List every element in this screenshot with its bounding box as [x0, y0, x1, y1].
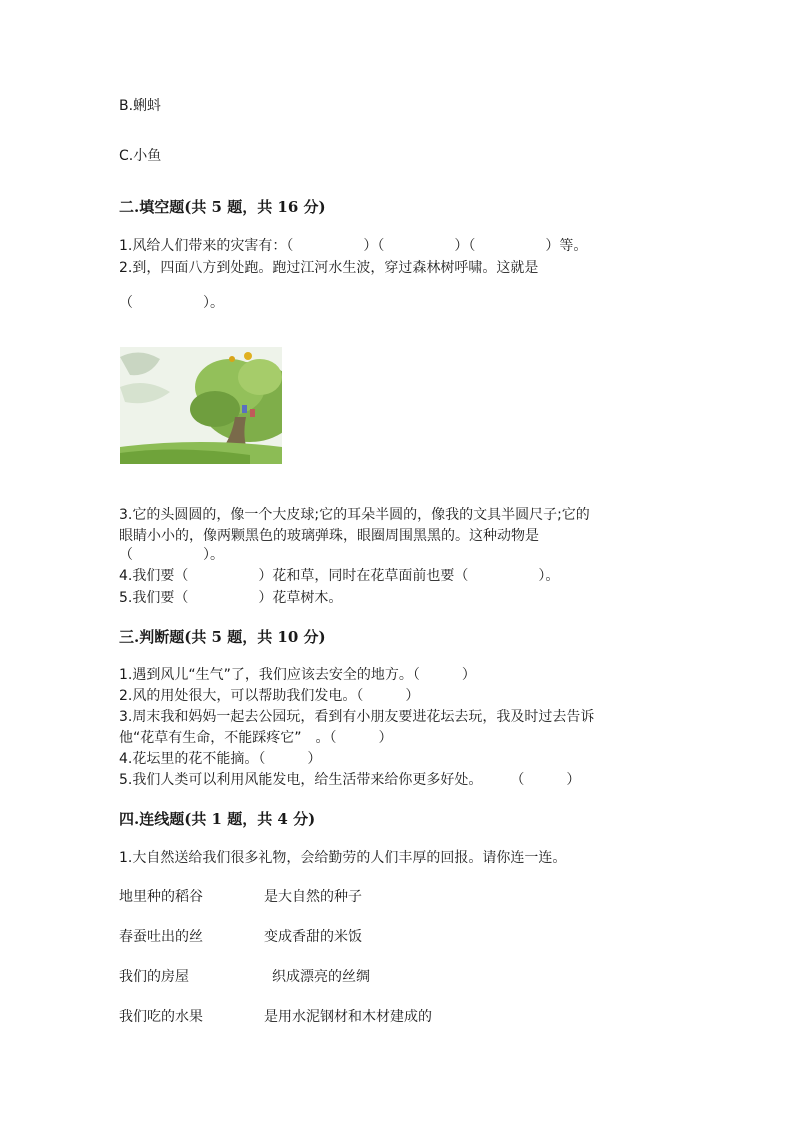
match-left-item: 我们的房屋	[119, 969, 189, 985]
s3-question-1: 1.遇到风儿“生气”了，我们应该去安全的地方。（ ）	[119, 667, 476, 683]
s4-question-1: 1.大自然送给我们很多礼物，会给勤劳的人们丰厚的回报。请你连一连。	[119, 850, 567, 866]
match-right-item: 织成漂亮的丝绸	[272, 969, 370, 985]
option-b: B.蜊蚪	[119, 98, 162, 114]
section4-heading: 四.连线题(共 1 题，共 4 分)	[119, 810, 316, 828]
s3-question-2: 2.风的用处很大，可以帮助我们发电。（ ）	[119, 688, 420, 704]
match-left-item: 我们吃的水果	[119, 1009, 203, 1025]
s2-question-5: 5.我们要（ ）花草树木。	[119, 590, 343, 606]
s3-question-4: 4.花坛里的花不能摘。（ ）	[119, 751, 322, 767]
s2-question-2: 2.到，四面八方到处跑。跑过江河水生波，穿过森林树呼啸。这就是	[119, 260, 539, 276]
match-right-item: 是用水泥钢材和木材建成的	[264, 1009, 432, 1025]
s2-question-3a: 3.它的头圆圆的，像一个大皮球;它的耳朵半圆的，像我的文具半圆尺子;它的	[119, 507, 590, 523]
s3-question-3a: 3.周末我和妈妈一起去公园玩，看到有小朋友要进花坛去玩，我及时过去告诉	[119, 709, 595, 725]
match-right-item: 是大自然的种子	[264, 889, 362, 905]
tree-illustration	[120, 347, 282, 464]
s2-question-1: 1.风给人们带来的灾害有：（ ）（ ）（ ）等。	[119, 238, 588, 254]
section3-heading: 三.判断题(共 5 题，共 10 分)	[119, 628, 326, 646]
tree-drawing	[120, 347, 282, 464]
match-right-item: 变成香甜的米饭	[264, 929, 362, 945]
s2-question-4: 4.我们要（ ）花和草，同时在花草面前也要（ ）。	[119, 568, 560, 584]
s2-question-2-blank: （ ）。	[119, 295, 224, 311]
s2-question-3b: 眼睛小小的，像两颗黑色的玻璃弹珠，眼圈周围黑黑的。这种动物是	[119, 528, 539, 544]
option-c: C.小鱼	[119, 148, 162, 164]
s2-question-3c: （ ）。	[119, 547, 224, 563]
match-left-item: 地里种的稻谷	[119, 889, 203, 905]
s3-question-3b: 他“花草有生命，不能踩疼它” 。（ ）	[119, 730, 393, 746]
match-left-item: 春蚕吐出的丝	[119, 929, 203, 945]
s3-question-5: 5.我们人类可以利用风能发电，给生活带来给你更多好处。 （ ）	[119, 772, 581, 788]
section2-heading: 二.填空题(共 5 题，共 16 分)	[119, 198, 326, 216]
